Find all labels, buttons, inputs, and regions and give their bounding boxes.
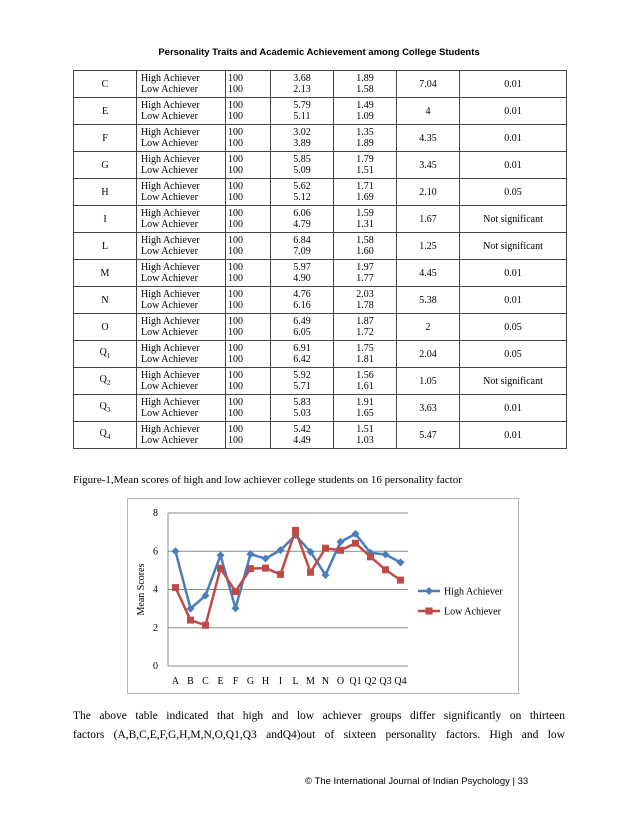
group-cell: High Achiever Low Achiever: [137, 179, 226, 206]
y-tick-label: 6: [153, 546, 158, 558]
running-header: Personality Traits and Academic Achievement among College Students: [158, 47, 480, 58]
p-value-cell: 0.01: [460, 422, 567, 449]
mean-cell: 6.91 6.42: [271, 341, 334, 368]
factor-cell: $Q_2$: [74, 368, 137, 395]
x-tick-label: C: [202, 676, 209, 687]
table-row: [74, 152, 567, 179]
n-cell: 100 100: [226, 260, 271, 287]
mean-cell: 3.68 2.13: [271, 71, 334, 98]
mean-cell: 6.06 4.79: [271, 206, 334, 233]
mean-cell: 3.02 3.89: [271, 125, 334, 152]
y-tick-label: 4: [153, 584, 158, 596]
p-value-cell: 0.05: [460, 341, 567, 368]
factor-cell: G: [74, 152, 137, 179]
sd-cell: 1.59 1.31: [334, 206, 397, 233]
table-row: [74, 179, 567, 206]
data-point: [322, 545, 329, 552]
group-cell: High Achiever Low Achiever: [137, 125, 226, 152]
p-value-cell: 0.01: [460, 152, 567, 179]
group-cell: High Achiever Low Achiever: [137, 368, 226, 395]
sd-cell: 1.35 1.89: [334, 125, 397, 152]
t-value-cell: 1.25: [397, 233, 460, 260]
t-value-cell: 3.63: [397, 395, 460, 422]
x-tick-label: A: [171, 676, 180, 687]
x-tick-label: I: [278, 676, 283, 687]
x-tick-label: Q2: [364, 676, 377, 687]
data-point: [247, 565, 254, 572]
paragraph-line: factors (A,B,C,E,F,G,H,M,N,O,Q1,Q3 andQ4)out of sixteen personality factors. High and low: [73, 729, 565, 741]
group-cell: High Achiever Low Achiever: [137, 152, 226, 179]
group-cell: High Achiever Low Achiever: [137, 206, 226, 233]
group-cell: High Achiever Low Achiever: [137, 98, 226, 125]
sd-cell: 1.87 1.72: [334, 314, 397, 341]
data-point: [202, 622, 209, 629]
y-tick-label: 2: [153, 622, 158, 634]
factor-cell: H: [74, 179, 137, 206]
group-cell: High Achiever Low Achiever: [137, 395, 226, 422]
data-point: [217, 565, 224, 572]
factor-cell: C: [74, 71, 137, 98]
factor-cell: I: [74, 206, 137, 233]
data-point: [172, 584, 179, 591]
t-value-cell: 4.35: [397, 125, 460, 152]
factor-cell: $Q_1$: [74, 341, 137, 368]
table-row: [74, 125, 567, 152]
series-line: [176, 530, 401, 625]
p-value-cell: 0.01: [460, 395, 567, 422]
figure-caption: Figure-1,Mean scores of high and low achiever college students on 16 personality factor: [73, 474, 462, 486]
mean-cell: 5.42 4.49: [271, 422, 334, 449]
legend-label: Low Achiever: [444, 606, 501, 618]
mean-cell: 5.83 5.03: [271, 395, 334, 422]
factor-cell: N: [74, 287, 137, 314]
y-tick-label: 8: [153, 508, 158, 519]
n-cell: 100 100: [226, 341, 271, 368]
t-value-cell: 1.05: [397, 368, 460, 395]
table-row: [74, 98, 567, 125]
p-value-cell: 0.01: [460, 260, 567, 287]
x-tick-label: M: [306, 676, 315, 687]
group-cell: High Achiever Low Achiever: [137, 233, 226, 260]
factor-cell: $Q_4$: [74, 422, 137, 449]
x-tick-label: Q1: [349, 676, 362, 687]
n-cell: 100 100: [226, 179, 271, 206]
data-point: [232, 588, 239, 595]
group-cell: High Achiever Low Achiever: [137, 287, 226, 314]
p-value-cell: 0.01: [460, 98, 567, 125]
n-cell: 100 100: [226, 233, 271, 260]
t-value-cell: 4: [397, 98, 460, 125]
n-cell: 100 100: [226, 71, 271, 98]
group-cell: High Achiever Low Achiever: [137, 341, 226, 368]
sd-cell: 1.71 1.69: [334, 179, 397, 206]
sd-cell: 1.75 1.81: [334, 341, 397, 368]
p-value-cell: Not significant: [460, 206, 567, 233]
page-footer: © The International Journal of Indian Psychology | 33: [305, 776, 529, 787]
t-value-cell: 2: [397, 314, 460, 341]
sd-cell: 1.56 1.61: [334, 368, 397, 395]
x-tick-label: E: [217, 676, 224, 687]
table-row: [74, 260, 567, 287]
p-value-cell: Not significant: [460, 368, 567, 395]
x-tick-label: O: [336, 676, 345, 687]
t-value-cell: 5.47: [397, 422, 460, 449]
factor-cell: F: [74, 125, 137, 152]
mean-cell: 6.84 7.09: [271, 233, 334, 260]
results-table: [73, 70, 567, 449]
factor-cell: L: [74, 233, 137, 260]
factor-cell: M: [74, 260, 137, 287]
data-point: [382, 566, 389, 573]
table-row: [74, 233, 567, 260]
x-tick-label: L: [292, 676, 299, 687]
x-tick-label: H: [261, 676, 270, 687]
mean-cell: 5.79 5.11: [271, 98, 334, 125]
data-point: [172, 547, 180, 555]
p-value-cell: 0.05: [460, 179, 567, 206]
data-point: [397, 577, 404, 584]
data-point: [217, 551, 225, 559]
t-value-cell: 2.10: [397, 179, 460, 206]
sd-cell: 2.03 1.78: [334, 287, 397, 314]
table-row: [74, 71, 567, 98]
sd-cell: 1.58 1.60: [334, 233, 397, 260]
table-row: [74, 314, 567, 341]
factor-cell: O: [74, 314, 137, 341]
n-cell: 100 100: [226, 395, 271, 422]
group-cell: High Achiever Low Achiever: [137, 314, 226, 341]
legend-marker: [426, 608, 433, 615]
p-value-cell: 0.05: [460, 314, 567, 341]
data-point: [307, 569, 314, 576]
paragraph-line: The above table indicated that high and low achiever groups differ significantly on thirteen: [73, 710, 565, 722]
sd-cell: 1.97 1.77: [334, 260, 397, 287]
data-point: [277, 571, 284, 578]
table-row: [74, 368, 567, 395]
n-cell: 100 100: [226, 206, 271, 233]
data-point: [262, 565, 269, 572]
sd-cell: 1.49 1.09: [334, 98, 397, 125]
mean-cell: 5.97 4.90: [271, 260, 334, 287]
x-tick-label: B: [187, 676, 194, 687]
n-cell: 100 100: [226, 368, 271, 395]
x-tick-label: G: [246, 676, 255, 687]
x-tick-label: Q4: [394, 676, 407, 687]
mean-cell: 5.85 5.09: [271, 152, 334, 179]
data-point: [337, 547, 344, 554]
chart-svg: [128, 499, 518, 693]
p-value-cell: 0.01: [460, 287, 567, 314]
t-value-cell: 3.45: [397, 152, 460, 179]
line-chart: [127, 498, 519, 694]
table-row: [74, 422, 567, 449]
data-point: [352, 540, 359, 547]
factor-cell: $Q_3$: [74, 395, 137, 422]
p-value-cell: 0.01: [460, 71, 567, 98]
mean-cell: 4.76 6.16: [271, 287, 334, 314]
data-point: [292, 527, 299, 534]
factor-cell: E: [74, 98, 137, 125]
t-value-cell: 2.04: [397, 341, 460, 368]
table-row: [74, 341, 567, 368]
n-cell: 100 100: [226, 422, 271, 449]
mean-cell: 6.49 6.05: [271, 314, 334, 341]
sd-cell: 1.51 1.03: [334, 422, 397, 449]
x-tick-label: Q3: [379, 676, 392, 687]
p-value-cell: Not significant: [460, 233, 567, 260]
n-cell: 100 100: [226, 125, 271, 152]
n-cell: 100 100: [226, 314, 271, 341]
x-tick-label: F: [232, 676, 239, 687]
x-tick-label: N: [321, 676, 330, 687]
table-row: [74, 206, 567, 233]
t-value-cell: 4.45: [397, 260, 460, 287]
t-value-cell: 5.38: [397, 287, 460, 314]
t-value-cell: 1.67: [397, 206, 460, 233]
data-point: [232, 604, 240, 612]
n-cell: 100 100: [226, 152, 271, 179]
legend-label: High Achiever: [444, 586, 503, 598]
y-tick-label: 0: [153, 661, 158, 672]
mean-cell: 5.62 5.12: [271, 179, 334, 206]
n-cell: 100 100: [226, 98, 271, 125]
legend-marker: [425, 587, 433, 595]
series-line: [176, 534, 401, 609]
sd-cell: 1.91 1.65: [334, 395, 397, 422]
y-axis-label: Mean Scores: [136, 563, 147, 616]
table-row: [74, 287, 567, 314]
data-point: [187, 617, 194, 624]
n-cell: 100 100: [226, 287, 271, 314]
group-cell: High Achiever Low Achiever: [137, 260, 226, 287]
table-row: [74, 395, 567, 422]
p-value-cell: 0.01: [460, 125, 567, 152]
body-paragraph: [73, 707, 565, 745]
t-value-cell: 7.04: [397, 71, 460, 98]
sd-cell: 1.89 1.58: [334, 71, 397, 98]
group-cell: High Achiever Low Achiever: [137, 71, 226, 98]
sd-cell: 1.79 1.51: [334, 152, 397, 179]
group-cell: High Achiever Low Achiever: [137, 422, 226, 449]
data-point: [367, 553, 374, 560]
mean-cell: 5.92 5.71: [271, 368, 334, 395]
